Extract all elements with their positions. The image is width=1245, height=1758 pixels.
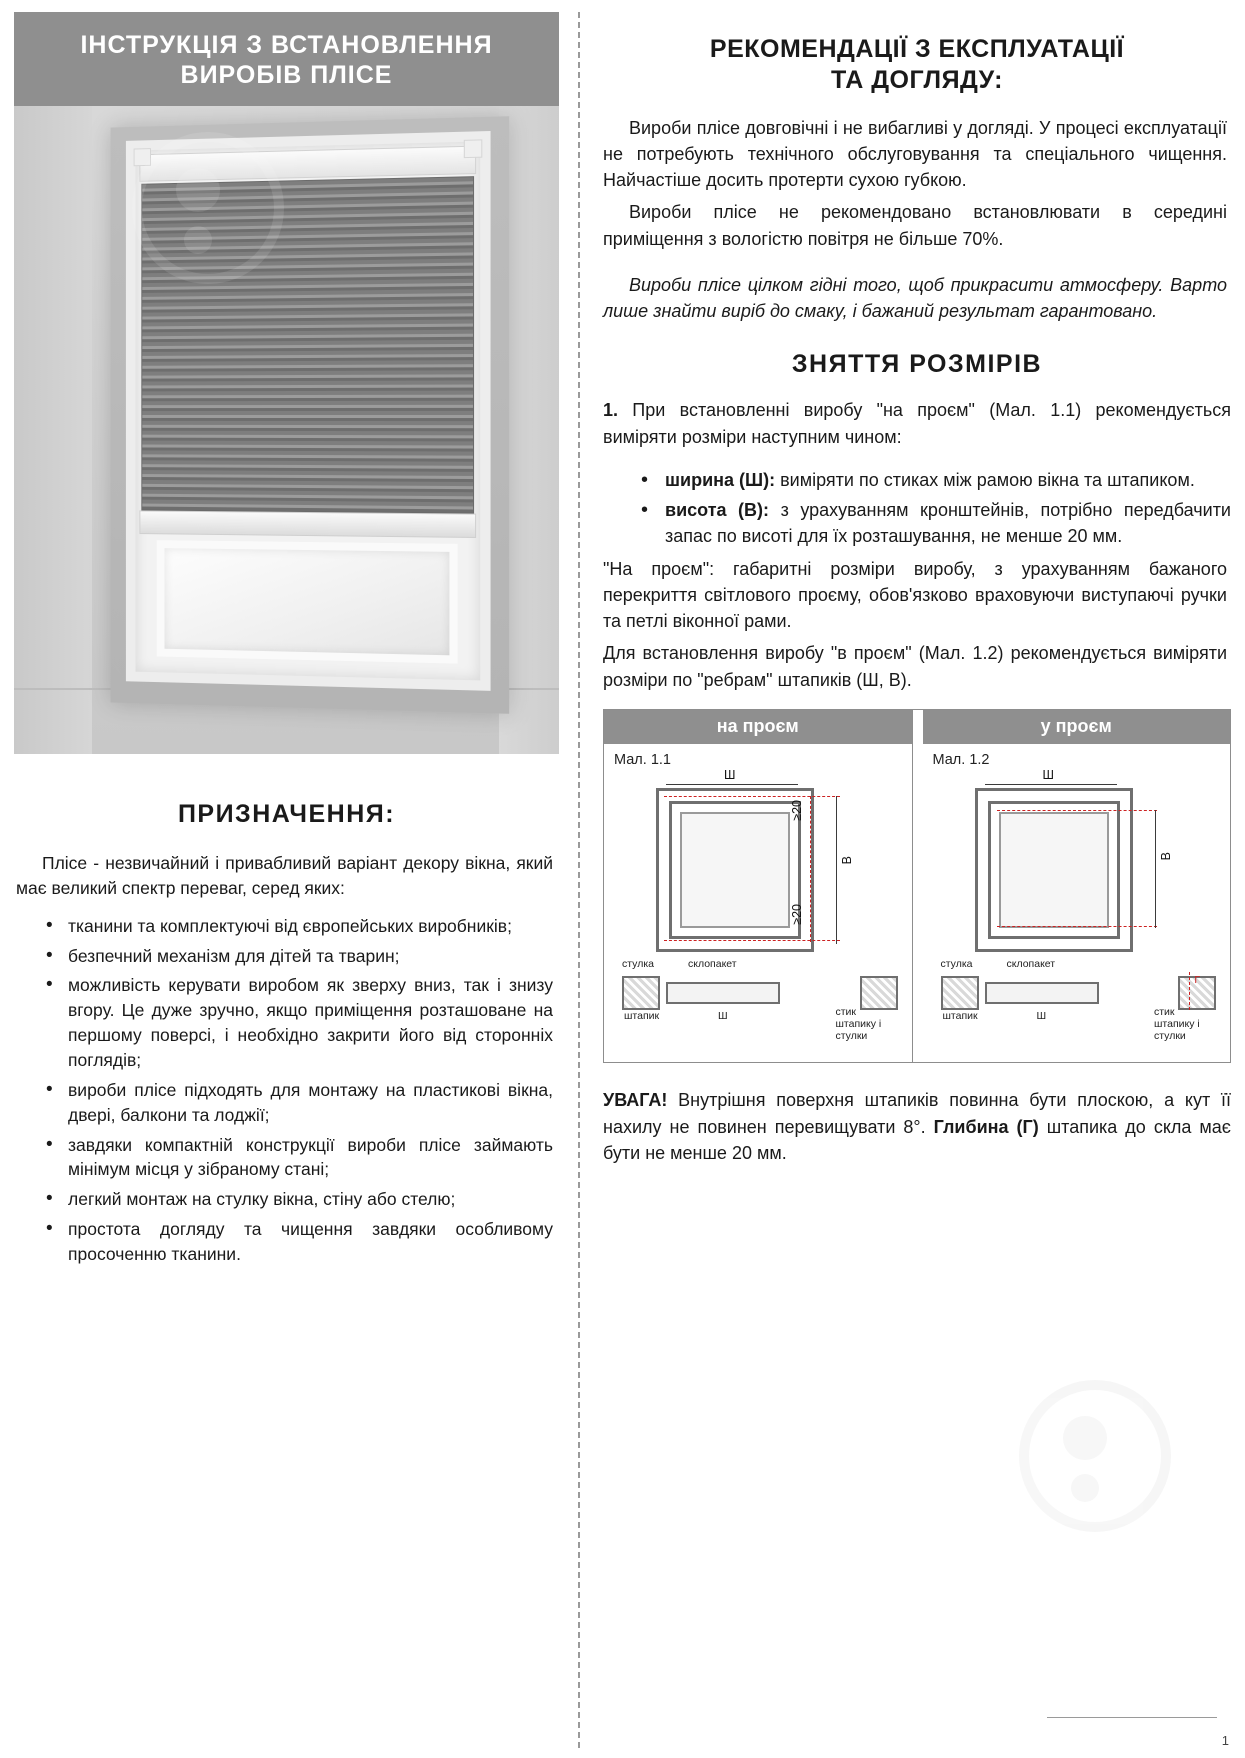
window-frame (126, 131, 491, 691)
care-heading (603, 34, 1231, 97)
care-paragraph-1: Вироби пліcе довговічні і не вибагливі у догляді. У процесі експлуатації не потребують технічного обслуговування та спеціального чищення. Найчастіше досить протерти сухою губкою. (603, 117, 1227, 191)
diagram-note-width: Ш (1036, 1009, 1047, 1022)
diagram-red-guide-bottom (997, 926, 1157, 927)
diagram-window (975, 788, 1133, 952)
diagram-offset-bottom: ≥20 (790, 903, 804, 925)
window-reveal (111, 116, 510, 714)
diagram-red-guide-right (810, 796, 811, 942)
diagram-sill-section (622, 957, 898, 1043)
diagram-figure-label: Мал. 1.2 (932, 751, 990, 768)
diagram-window-glass (680, 812, 790, 928)
purpose-bullet-list (14, 914, 559, 1267)
list-item: • тканини та комплектуючі від європейських виробників; (18, 914, 553, 939)
diagram-u-proem (923, 710, 1231, 1062)
diagram-sill-left (941, 976, 979, 1010)
diagram-height-dimline (836, 796, 837, 944)
document-title-line1: ІНСТРУКЦІЯ З ВСТАНОВЛЕННЯ (80, 31, 493, 59)
diagram-header: на проєм (604, 710, 912, 744)
warning-label: УВАГА! (603, 1089, 668, 1110)
diagram-red-guide-bottom (664, 940, 840, 941)
bracket-top-right-icon (464, 139, 483, 158)
diagram-note-bead: штапик (624, 1009, 660, 1022)
list-item (603, 498, 1231, 550)
product-photo (14, 106, 559, 754)
measurement-note-1: "На проєм": габаритні розміри виробу, з урахуванням бажаного перекриття світлового проєму, обов'язково враховуючи виступаючі ручки та петлі віконної рами. (603, 558, 1227, 632)
care-heading-line2: ТА ДОГЛЯДУ: (831, 66, 1003, 95)
diagram-sill-right (860, 976, 898, 1010)
measurement-bullet-text: з урахуванням кронштейнів, потрібно передбачити запас по висоті для їх розташування, не менше 20 мм. (665, 499, 1231, 546)
diagram-width-dimline (666, 784, 798, 785)
care-paragraph-2: Вироби пліcе не рекомендовано встановлювати в середині приміщення з вологістю повітря не більше 70%. (603, 202, 1227, 249)
diagram-note-joint: стик штапику і стулки (835, 1005, 882, 1043)
diagram-sill-left (622, 976, 660, 1010)
purpose-heading: ПРИЗНАЧЕННЯ: (177, 800, 396, 828)
diagram-body (923, 744, 1231, 1062)
diagram-height-label: В (840, 855, 854, 865)
pleated-blind-bottomrail (139, 510, 476, 538)
diagram-red-guide-top (664, 796, 840, 797)
diagram-note-sash: стулка (622, 957, 654, 970)
diagram-note-glassunit: склопакет (688, 957, 737, 970)
document-title-line2: ВИРОБІВ ПЛІСЕ (180, 61, 393, 89)
watermark-icon (1019, 1380, 1171, 1532)
measurement-note-2: Для встановлення виробу "в проєм" (Мал. 1.2) рекомендується виміряти розміри по "ребрам" штапиків (Ш, В). (603, 643, 1227, 690)
diagram-window-sash (669, 801, 801, 939)
measurement-bullet-text: виміряти по стиках між рамою вікна та штапиком. (780, 469, 1195, 490)
diagram-note-width: Ш (718, 1009, 728, 1022)
document-title (14, 12, 559, 106)
diagram-width-label: Ш (724, 767, 736, 782)
list-item: • можливість керувати виробом як зверху вниз, так і знизу вгору. Це дуже зручно, якщо приміщення розташоване на першому поверсі, і необхідно закрити його від сторонніх поглядів; (18, 973, 553, 1072)
bracket-top-left-icon (134, 148, 151, 166)
diagram-note-sash: стулка (940, 957, 973, 970)
diagram-na-proem (604, 710, 913, 1062)
list-item (603, 468, 1231, 494)
warning-text-1: Внутрішня поверхня штапиків повинна бути плоскою, а кут її нахилу не повинен перевищувати 8°. (603, 1089, 1231, 1137)
measurement-intro-text: При встановленні виробу "на проєм" (Мал. 1.1) рекомендується виміряти розміри наступним чином: (603, 400, 1231, 447)
diagram-red-guide-top (997, 810, 1157, 811)
column-divider (559, 12, 597, 1748)
page-columns (14, 12, 1231, 1748)
diagram-offset-top: ≥20 (790, 799, 804, 821)
warning-bold-2: Глибина (Г) (933, 1116, 1039, 1137)
diagram-header: у проєм (923, 710, 1231, 744)
diagram-note-depth: Г (1194, 973, 1200, 986)
purpose-intro: Пліcе - незвичайний і привабливий варіант декору вікна, який має великий спектр переваг, серед яких: (16, 853, 553, 899)
diagram-sill-section (940, 957, 1217, 1043)
photo-wall-left (14, 106, 92, 754)
warning-text-2: штапика до скла має бути не менше 20 мм. (603, 1116, 1231, 1164)
diagram-sill-glass-unit (985, 982, 1099, 1004)
right-column (597, 12, 1231, 1748)
list-item: • простота догляду та чищення завдяки особливому просоченню тканини. (18, 1217, 553, 1267)
measurement-bullet-label: висота (В): (665, 499, 770, 520)
list-item: • вироби пліcе підходять для монтажу на пластикові вікна, двері, балкони та лоджії; (18, 1078, 553, 1128)
page-number: 1 (1221, 1733, 1229, 1748)
diagram-width-dimline (985, 784, 1117, 785)
diagram-sill-glass-unit (666, 982, 780, 1004)
diagram-note-bead: штапик (942, 1009, 978, 1022)
diagram-figure-label: Мал. 1.1 (614, 751, 671, 768)
diagram-window-sash (988, 801, 1120, 939)
left-column (14, 12, 559, 1748)
care-paragraph-italic: Вироби пліcе цілком гідні того, щоб прикрасити атмосферу. Варто лише знайти виріб до смаку, і бажаний результат гарантовано. (603, 274, 1227, 322)
measurement-diagrams (603, 709, 1231, 1063)
list-item: • завдяки компактній конструкції вироби пліcе займають мінімум місця у зібраному стані; (18, 1133, 553, 1183)
diagram-depth-guide (1189, 972, 1190, 1010)
measurement-bullet-list (603, 468, 1231, 550)
diagram-height-label: В (1158, 851, 1173, 861)
diagram-height-dimline (1155, 810, 1156, 928)
footer-rule (1047, 1717, 1217, 1718)
diagram-body (604, 744, 912, 1062)
diagram-note-joint: стик штапику і стулки (1154, 1005, 1200, 1043)
measurement-intro (603, 397, 1231, 450)
measurement-heading: ЗНЯТТЯ РОЗМІРІВ (791, 350, 1043, 379)
diagram-width-label: Ш (1042, 767, 1054, 782)
list-item: • безпечний механізм для дітей та тварин; (18, 944, 553, 969)
window-glass (157, 540, 458, 663)
list-item: • легкий монтаж на стулку вікна, стіну або стелю; (18, 1187, 553, 1212)
pleated-blind-fabric (141, 176, 474, 513)
measurement-intro-number: 1. (603, 400, 619, 421)
care-heading-line1: РЕКОМЕНДАЦІЇ З ЕКСПЛУАТАЦІЇ (709, 35, 1125, 63)
diagram-window-glass (999, 812, 1109, 928)
warning-block (603, 1087, 1231, 1167)
measurement-bullet-label: ширина (Ш): (665, 469, 776, 490)
diagram-note-glassunit: склопакет (1006, 957, 1056, 970)
